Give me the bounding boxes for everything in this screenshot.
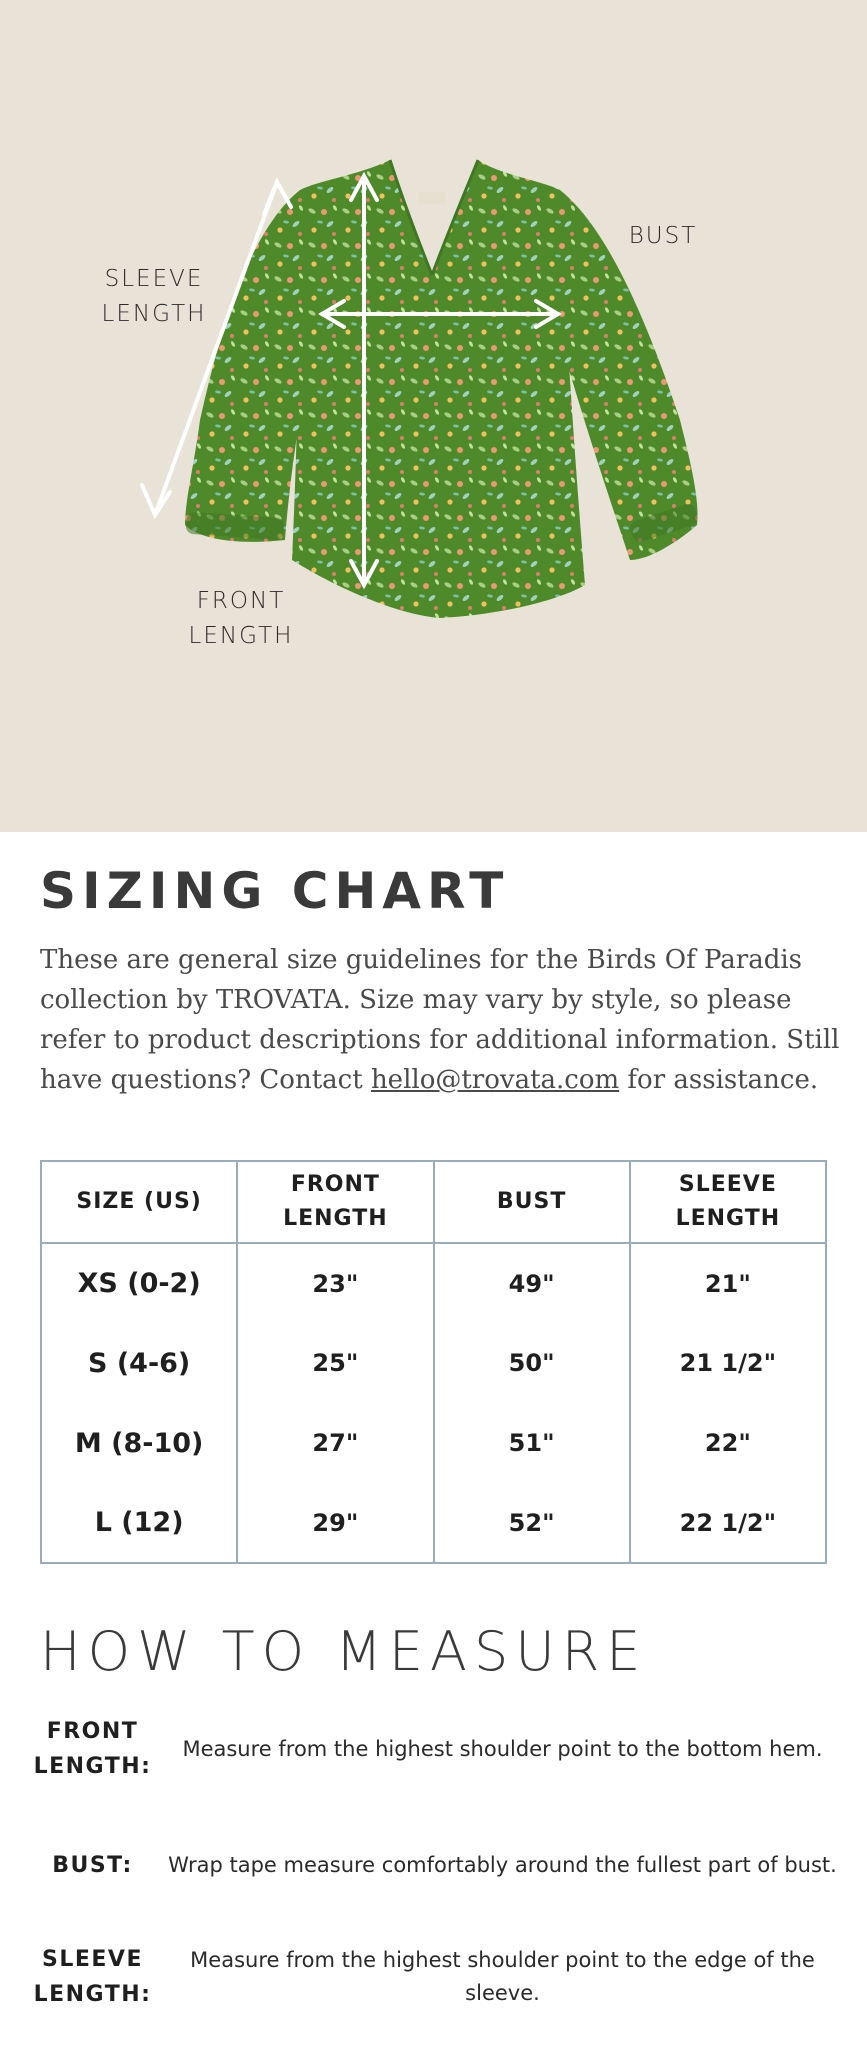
- front-length-label: FRONT LENGTH: [188, 588, 294, 649]
- bust-cell: 50": [434, 1323, 630, 1403]
- size-table-header: [41, 1161, 826, 1243]
- table-row: [41, 1403, 826, 1483]
- front-length-cell: 27": [237, 1403, 433, 1483]
- header-size: SIZE (US): [41, 1161, 237, 1243]
- blouse-illustration: [0, 0, 867, 832]
- table-row: [41, 1483, 826, 1563]
- size-table: [40, 1160, 827, 1564]
- size-cell: S (4-6): [41, 1323, 237, 1403]
- size-cell: M (8-10): [41, 1403, 237, 1483]
- measure-description: Measure from the highest shoulder point to the edge of the sleeve.: [190, 1948, 815, 2005]
- sleeve-length-cell: 21 1/2": [630, 1323, 826, 1403]
- measure-term: SLEEVE LENGTH:: [33, 1947, 152, 2007]
- table-row: [41, 1243, 826, 1323]
- front-length-cell: 23": [237, 1243, 433, 1323]
- header-bust: BUST: [434, 1161, 630, 1243]
- sleeve-length-cell: 22": [630, 1403, 826, 1483]
- measure-item-sleeve-length: [30, 1940, 840, 2014]
- bust-cell: 51": [434, 1403, 630, 1483]
- size-cell: L (12): [41, 1483, 237, 1563]
- table-row: [41, 1323, 826, 1403]
- how-to-measure-title: HOW TO MEASURE: [40, 1620, 648, 1683]
- measure-item-front-length: [30, 1712, 840, 1786]
- size-cell: XS (0-2): [41, 1243, 237, 1323]
- bust-cell: 49": [434, 1243, 630, 1323]
- sleeve-length-cell: 22 1/2": [630, 1483, 826, 1563]
- measure-description: Wrap tape measure comfortably around the fullest part of bust.: [168, 1852, 837, 1877]
- measure-term: BUST:: [52, 1852, 133, 1878]
- measure-item-bust: [30, 1828, 840, 1902]
- header-front-length: FRONT LENGTH: [237, 1161, 433, 1243]
- garment-diagram: [0, 0, 867, 832]
- measure-description: Measure from the highest shoulder point to the bottom hem.: [182, 1736, 823, 1761]
- front-length-cell: 29": [237, 1483, 433, 1563]
- sleeve-length-label: SLEEVE LENGTH: [101, 266, 207, 327]
- sizing-intro: These are general size guidelines for the Birds Of Paradis collection by TROVATA. Size may vary by style, so please refer to product descriptions for additional information. Still have questions? Contact hello@trovata.com for assistance.: [40, 945, 840, 1095]
- measure-term: FRONT LENGTH:: [33, 1719, 152, 1779]
- bust-label: BUST: [628, 223, 698, 249]
- front-length-cell: 25": [237, 1323, 433, 1403]
- header-sleeve-length: SLEEVE LENGTH: [630, 1161, 826, 1243]
- contact-email-link[interactable]: hello@trovata.com: [370, 1065, 620, 1095]
- sleeve-length-cell: 21": [630, 1243, 826, 1323]
- sizing-chart-title: SIZING CHART: [40, 862, 510, 920]
- bust-cell: 52": [434, 1483, 630, 1563]
